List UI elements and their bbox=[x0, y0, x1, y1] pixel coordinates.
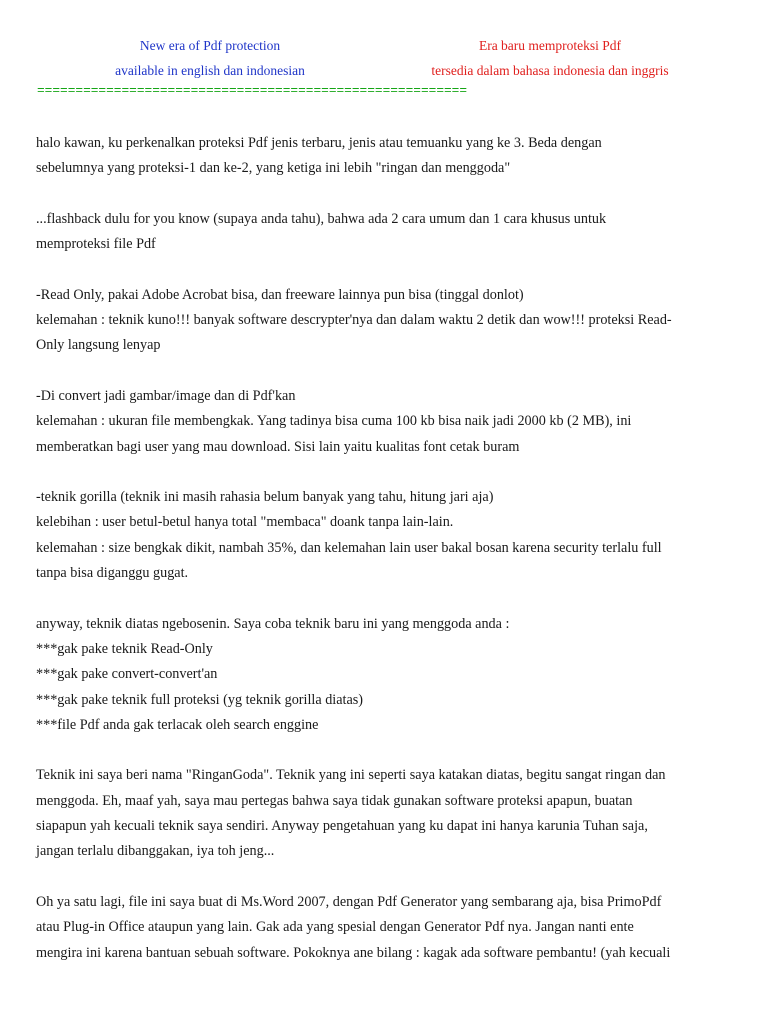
body-text-line: sebelumnya yang proteksi-1 dan ke-2, yang ketiga ini lebih "ringan dan menggoda" bbox=[36, 160, 511, 177]
header-english-title bbox=[90, 33, 330, 83]
header-indonesian-line-1: Era baru memproteksi Pdf bbox=[478, 38, 622, 53]
body-text-line: Teknik ini saya beri nama "RinganGoda". Teknik yang ini seperti saya katakan diatas, begitu sangat ringan dan bbox=[36, 767, 666, 784]
body-text-line: atau Plug-in Office ataupun yang lain. Gak ada yang spesial dengan Generator Pdf nya. Jangan nanti ente bbox=[36, 919, 634, 936]
body-text-line: siapapun yah kecuali teknik saya sendiri. Anyway pengetahuan yang ku dapat ini hanya karunia Tuhan saja, bbox=[36, 818, 648, 835]
body-text-line: ***gak pake teknik full proteksi (yg teknik gorilla diatas) bbox=[36, 691, 364, 708]
body-text-line: anyway, teknik diatas ngebosenin. Saya coba teknik baru ini yang menggoda anda : bbox=[36, 615, 510, 632]
body-text-line: -teknik gorilla (teknik ini masih rahasia belum banyak yang tahu, hitung jari aja) bbox=[36, 489, 494, 506]
body-paragraph bbox=[36, 485, 736, 586]
header-indonesian-title bbox=[400, 33, 700, 83]
body-text-line: Only langsung lenyap bbox=[36, 337, 161, 354]
document-body bbox=[36, 131, 736, 991]
body-text-line: kelebihan : user betul-betul hanya total "membaca" doank tanpa lain-lain. bbox=[36, 514, 454, 531]
body-text-line: tanpa bisa diganggu gugat. bbox=[36, 565, 189, 582]
body-text-line: halo kawan, ku perkenalkan proteksi Pdf jenis terbaru, jenis atau temuanku yang ke 3. Beda dengan bbox=[36, 135, 602, 151]
header-english-line-2: available in english dan indonesian bbox=[115, 63, 305, 78]
body-text-line: -Read Only, pakai Adobe Acrobat bisa, dan freeware lainnya pun bisa (tinggal donlot) bbox=[36, 286, 524, 303]
body-paragraph bbox=[36, 283, 736, 359]
header-english-line-1: New era of Pdf protection bbox=[139, 38, 281, 53]
body-text-line: jangan terlalu dibanggakan, iya toh jeng... bbox=[36, 843, 275, 860]
body-paragraph bbox=[36, 131, 736, 182]
document-header bbox=[0, 33, 768, 83]
body-paragraph bbox=[36, 384, 736, 460]
body-paragraph bbox=[36, 763, 736, 864]
body-text-line: menggoda. Eh, maaf yah, saya mau pertegas bahwa saya tidak gunakan software proteksi apapun, buatan bbox=[36, 792, 633, 809]
body-text-line: -Di convert jadi gambar/image dan di Pdf'kan bbox=[36, 387, 296, 404]
body-text-line: ...flashback dulu for you know (supaya anda tahu), bahwa ada 2 cara umum dan 1 cara khusus untuk bbox=[36, 210, 607, 227]
body-text-line: kelemahan : ukuran file membengkak. Yang tadinya bisa cuma 100 kb bisa naik jadi 2000 kb (2 MB), ini bbox=[36, 413, 632, 430]
header-divider-rule: ======================================================== bbox=[37, 83, 468, 98]
body-text-line: memberatkan bagi user yang mau download. Sisi lain yaitu kualitas font cetak buram bbox=[36, 438, 520, 455]
body-text-line: ***gak pake convert-convert'an bbox=[36, 666, 218, 683]
body-text-line: kelemahan : teknik kuno!!! banyak software descrypter'nya dan dalam waktu 2 detik dan wow!!! proteksi Read- bbox=[36, 312, 672, 329]
body-text-line: kelemahan : size bengkak dikit, nambah 35%, dan kelemahan lain user bakal bosan karena security terlalu full bbox=[36, 539, 662, 556]
body-text-line: mengira ini karena bantuan sebuah software. Pokoknya ane bilang : kagak ada software pembantu! (yah kecuali bbox=[36, 944, 671, 961]
body-text-line: ***file Pdf anda gak terlacak oleh search enggine bbox=[36, 716, 319, 733]
body-paragraph bbox=[36, 207, 736, 258]
header-indonesian-line-2: tersedia dalam bahasa indonesia dan inggris bbox=[431, 63, 669, 78]
body-text-line: Oh ya satu lagi, file ini saya buat di Ms.Word 2007, dengan Pdf Generator yang sembarang aja, bisa PrimoPdf bbox=[36, 893, 662, 910]
body-text-line: memproteksi file Pdf bbox=[36, 236, 156, 253]
body-paragraph bbox=[36, 890, 736, 966]
body-paragraph bbox=[36, 612, 736, 738]
body-text-line: ***gak pake teknik Read-Only bbox=[36, 640, 213, 657]
